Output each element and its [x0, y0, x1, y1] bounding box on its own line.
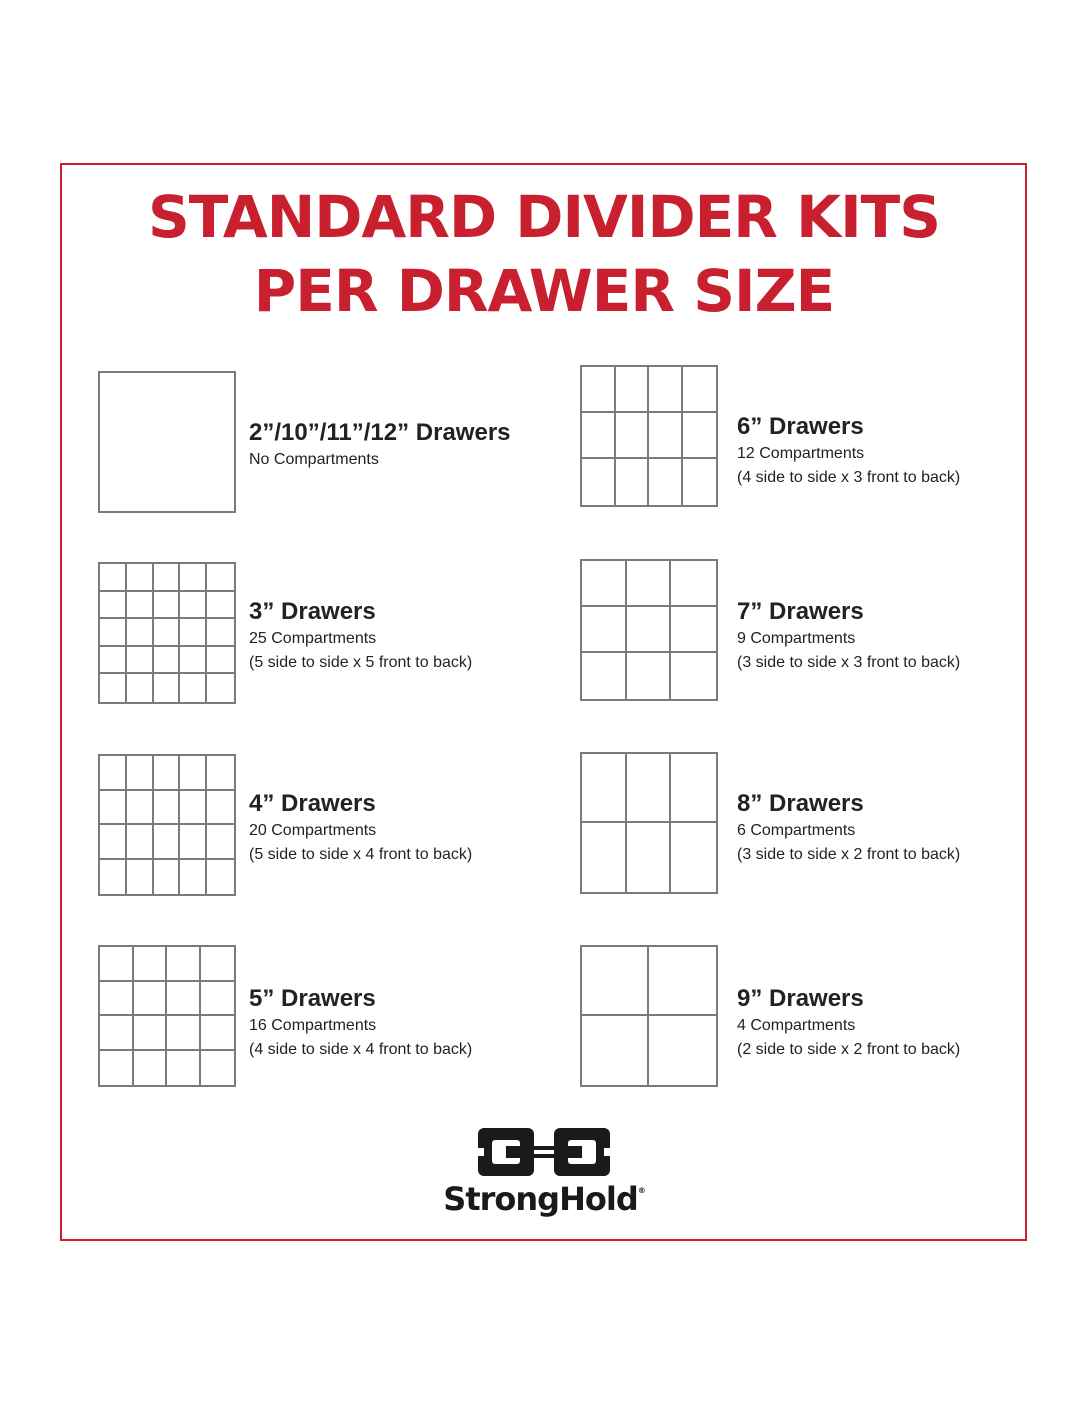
compartment-cell — [683, 459, 717, 505]
compartment-cell — [627, 754, 672, 823]
compartment-cell — [207, 592, 234, 620]
compartment-cell — [180, 860, 207, 895]
compartment-cell — [671, 653, 716, 699]
drawer-heading: 6” Drawers — [737, 413, 864, 440]
drawer-info-8 — [737, 789, 960, 867]
drawer-info-5 — [249, 984, 472, 1062]
compartment-cell — [154, 825, 181, 860]
compartment-cell — [649, 459, 683, 505]
compartment-cell — [127, 647, 154, 675]
compartment-cell — [683, 367, 717, 413]
compartment-cell — [616, 413, 650, 459]
drawer-info-9 — [737, 984, 960, 1062]
compartment-cell — [207, 564, 234, 592]
compartment-cell — [616, 459, 650, 505]
compartment-cell — [100, 982, 134, 1017]
compartment-cell — [180, 619, 207, 647]
compartment-cell — [154, 619, 181, 647]
compartment-cell — [100, 674, 127, 702]
compartment-cell — [582, 823, 627, 892]
compartment-cell — [671, 607, 716, 653]
drawer-compartment-count: 4 Compartments — [737, 1017, 856, 1034]
compartment-cell — [180, 825, 207, 860]
compartment-cell — [100, 647, 127, 675]
compartment-cell — [180, 592, 207, 620]
compartment-cell — [100, 373, 234, 511]
page-title-line-1: STANDARD DIVIDER KITS — [148, 183, 940, 251]
compartment-cell — [649, 413, 683, 459]
compartment-cell — [207, 647, 234, 675]
compartment-cell — [100, 1016, 134, 1051]
registered-mark: ® — [637, 1186, 645, 1195]
compartment-cell — [100, 564, 127, 592]
compartment-cell — [180, 791, 207, 826]
compartment-cell — [649, 1016, 716, 1085]
compartment-cell — [671, 823, 716, 892]
compartment-cell — [582, 947, 649, 1016]
drawer-compartment-count: 9 Compartments — [737, 630, 856, 647]
compartment-cell — [180, 756, 207, 791]
compartment-cell — [582, 367, 616, 413]
drawer-heading: 9” Drawers — [737, 985, 864, 1012]
compartment-cell — [582, 413, 616, 459]
compartment-cell — [134, 947, 168, 982]
compartment-cell — [201, 1016, 235, 1051]
compartment-cell — [134, 1051, 168, 1086]
compartment-cell — [627, 561, 672, 607]
compartment-cell — [582, 653, 627, 699]
compartment-cell — [201, 1051, 235, 1086]
compartment-cell — [167, 947, 201, 982]
compartment-cell — [100, 756, 127, 791]
compartment-cell — [671, 754, 716, 823]
compartment-cell — [100, 1051, 134, 1086]
drawer-grid-5 — [98, 945, 236, 1087]
compartment-cell — [616, 367, 650, 413]
compartment-cell — [207, 619, 234, 647]
drawer-layout: (3 side to side x 2 front to back) — [737, 846, 961, 863]
compartment-cell — [154, 647, 181, 675]
drawer-grid-4 — [98, 754, 236, 896]
compartment-cell — [100, 592, 127, 620]
compartment-cell — [100, 619, 127, 647]
page-title-line-2: PER DRAWER SIZE — [253, 257, 835, 325]
compartment-cell — [127, 756, 154, 791]
compartment-cell — [207, 674, 234, 702]
compartment-cell — [649, 367, 683, 413]
drawer-compartment-count: 6 Compartments — [737, 822, 856, 839]
compartment-cell — [127, 674, 154, 702]
drawer-grid-2-10-11-12 — [98, 371, 236, 513]
compartment-cell — [582, 754, 627, 823]
compartment-cell — [134, 982, 168, 1017]
drawer-layout: (3 side to side x 3 front to back) — [737, 654, 961, 671]
compartment-cell — [100, 791, 127, 826]
compartment-cell — [127, 825, 154, 860]
drawer-info-7 — [737, 597, 960, 675]
drawer-layout: (5 side to side x 5 front to back) — [249, 654, 473, 671]
compartment-cell — [154, 674, 181, 702]
compartment-cell — [683, 413, 717, 459]
drawer-heading: 5” Drawers — [249, 985, 376, 1012]
compartment-cell — [207, 756, 234, 791]
compartment-cell — [627, 653, 672, 699]
drawer-heading: 8” Drawers — [737, 790, 864, 817]
drawer-layout: (4 side to side x 4 front to back) — [249, 1041, 473, 1058]
compartment-cell — [127, 860, 154, 895]
compartment-cell — [180, 674, 207, 702]
drawer-heading: 3” Drawers — [249, 598, 376, 625]
compartment-cell — [627, 823, 672, 892]
drawer-info-2-10-11-12 — [249, 418, 511, 472]
drawer-grid-3 — [98, 562, 236, 704]
drawer-compartment-count: No Compartments — [249, 451, 379, 468]
compartment-cell — [207, 860, 234, 895]
drawer-grid-7 — [580, 559, 718, 701]
compartment-cell — [582, 561, 627, 607]
brand-name-part-1: Strong — [443, 1180, 560, 1218]
compartment-cell — [207, 825, 234, 860]
brand-name — [0, 1180, 1088, 1218]
compartment-cell — [100, 947, 134, 982]
compartment-cell — [201, 982, 235, 1017]
compartment-cell — [154, 592, 181, 620]
compartment-cell — [201, 947, 235, 982]
compartment-cell — [100, 825, 127, 860]
drawer-heading: 7” Drawers — [737, 598, 864, 625]
compartment-cell — [180, 564, 207, 592]
brand-name-part-2: Hold — [559, 1180, 638, 1218]
drawer-info-4 — [249, 789, 472, 867]
drawer-compartment-count: 20 Compartments — [249, 822, 377, 839]
compartment-cell — [582, 607, 627, 653]
compartment-cell — [127, 619, 154, 647]
compartment-cell — [627, 607, 672, 653]
compartment-cell — [154, 756, 181, 791]
compartment-cell — [649, 947, 716, 1016]
drawer-grid-9 — [580, 945, 718, 1087]
compartment-cell — [127, 592, 154, 620]
compartment-cell — [582, 1016, 649, 1085]
compartment-cell — [154, 791, 181, 826]
drawer-compartment-count: 16 Compartments — [249, 1017, 377, 1034]
compartment-cell — [180, 647, 207, 675]
compartment-cell — [207, 791, 234, 826]
drawer-info-3 — [249, 597, 472, 675]
compartment-cell — [127, 564, 154, 592]
drawer-layout: (5 side to side x 4 front to back) — [249, 846, 473, 863]
compartment-cell — [154, 564, 181, 592]
compartment-cell — [154, 860, 181, 895]
drawer-heading: 4” Drawers — [249, 790, 376, 817]
drawer-layout: (4 side to side x 3 front to back) — [737, 469, 961, 486]
compartment-cell — [582, 459, 616, 505]
drawer-info-6 — [737, 412, 960, 490]
compartment-cell — [167, 1016, 201, 1051]
drawer-heading: 2”/10”/11”/12” Drawers — [249, 419, 511, 446]
drawer-compartment-count: 25 Compartments — [249, 630, 377, 647]
compartment-cell — [167, 982, 201, 1017]
drawer-layout: (2 side to side x 2 front to back) — [737, 1041, 961, 1058]
compartment-cell — [167, 1051, 201, 1086]
chain-link-icon — [474, 1126, 614, 1178]
compartment-cell — [127, 791, 154, 826]
compartment-cell — [134, 1016, 168, 1051]
compartment-cell — [100, 860, 127, 895]
drawer-compartment-count: 12 Compartments — [737, 445, 865, 462]
compartment-cell — [671, 561, 716, 607]
brand-logo — [0, 1126, 1088, 1178]
drawer-grid-6 — [580, 365, 718, 507]
drawer-grid-8 — [580, 752, 718, 894]
